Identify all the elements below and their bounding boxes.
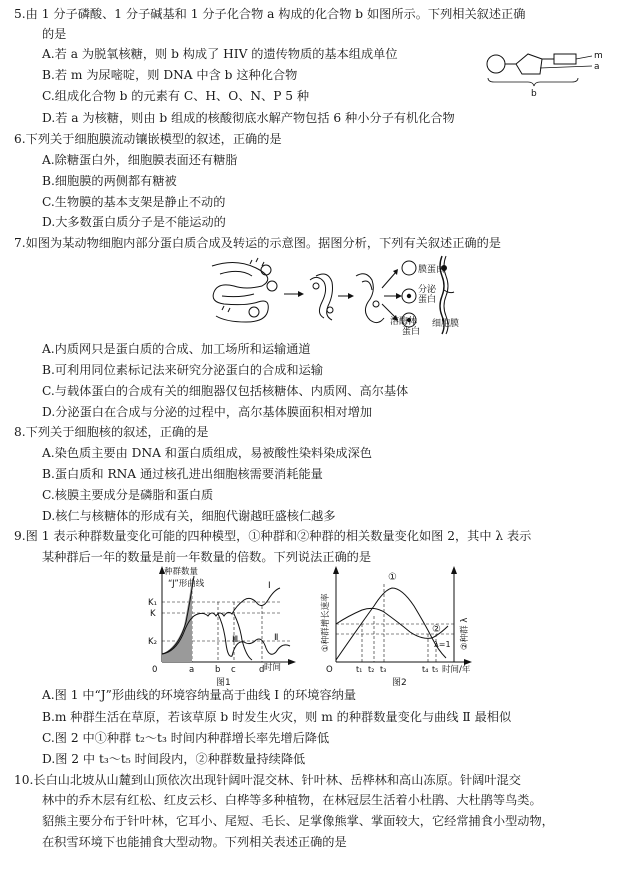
- figure-1: [140, 566, 300, 686]
- fig2-ylabel-right: ②种群 λ: [460, 617, 470, 650]
- q5-option-d: D.若 a 为核糖，则由 b 组成的核酸彻底水解产物包括 6 种小分子有机化合物: [42, 111, 455, 125]
- fig1-curve-ii: [218, 614, 290, 656]
- label-a: a: [594, 62, 600, 72]
- q8-option-d: D.核仁与核糖体的形成有关，细胞代谢越旺盛核仁越多: [42, 509, 336, 523]
- q8-option-b: B.蛋白质和 RNA 通过核孔进出细胞核需要消耗能量: [42, 467, 323, 481]
- q9-stem-line1: 9.图 1 表示种群数量变化可能的四种模型，①种群和②种群的相关数量变化如图 2，其中 λ 表示: [14, 529, 532, 543]
- fig2-tick-t2: t₂: [368, 665, 375, 674]
- q8-option-a: A.染色质主要由 DNA 和蛋白质组成，易被酸性染料染成深色: [42, 446, 372, 460]
- fig1-label-iii: Ⅲ: [232, 635, 239, 645]
- q6-option-b: B.细胞膜的两侧都有糖被: [42, 174, 177, 188]
- q10-line4: 在积雪环境下也能捕食大型动物。下列相关表述正确的是: [42, 835, 347, 849]
- q10-line3: 貂熊主要分布于针叶林，它耳小、尾短、毛长、足掌像熊掌、掌面较大，它经常捕食小型动物，: [42, 814, 554, 828]
- q5-option-b: B.若 m 为尿嘧啶，则 DNA 中含 b 这种化合物: [42, 68, 298, 82]
- q5-option-c: C.组成化合物 b 的元素有 C、H、O、N、P 5 种: [42, 89, 310, 103]
- fig1-label-i: Ⅰ: [268, 581, 271, 591]
- q7-option-d: D.分泌蛋白在合成与分泌的过程中，高尔基体膜面积相对增加: [42, 405, 373, 419]
- q7-option-b: B.可利用同位素标记法来研究分泌蛋白的合成和运输: [42, 363, 323, 377]
- q9-option-d: D.图 2 中 t₃～t₅ 时间段内，②种群数量持续降低: [42, 752, 306, 766]
- q6-option-d: D.大多数蛋白质分子是不能运动的: [42, 215, 226, 229]
- fig2-label-series-1: ①: [388, 572, 397, 583]
- q8-option-c: C.核膜主要成分是磷脂和蛋白质: [42, 488, 214, 502]
- q7-option-a: A.内质网只是蛋白质的合成、加工场所和运输通道: [42, 342, 311, 356]
- fig1-tick-b: b: [215, 665, 221, 675]
- fig2-ylabel-left: ①种群增长速率: [321, 593, 331, 652]
- q9-option-c: C.图 2 中①种群 t₂～t₃ 时间内种群增长率先增后降低: [42, 731, 330, 745]
- protein-transport-figure: [206, 256, 476, 337]
- fig1-caption: 图1: [216, 678, 231, 688]
- label-b: b: [531, 89, 537, 99]
- fig1-j-curve-label: “J”形曲线: [168, 579, 205, 589]
- fig2-label-series-2: ②: [432, 624, 441, 635]
- q6-stem: 6.下列关于细胞膜流动镶嵌模型的叙述，正确的是: [14, 132, 282, 146]
- fig1-tick-c: c: [231, 665, 236, 675]
- label-membrane-protein: 膜蛋白: [418, 265, 446, 275]
- q6-option-a: A.除糖蛋白外，细胞膜表面还有糖脂: [42, 153, 238, 167]
- q7-option-c: C.与载体蛋白的合成有关的细胞器仅包括核糖体、内质网、高尔基体: [42, 384, 409, 398]
- fig1-tick-k1: K₁: [148, 598, 157, 608]
- nucleotide-figure: [486, 42, 606, 99]
- phosphate-circle: [487, 55, 505, 73]
- label-secreted-protein-1: 分泌: [418, 285, 437, 295]
- label-lysosome-protein-2: 蛋白: [402, 327, 421, 337]
- q10-line1: 10.长白山北坡从山麓到山顶依次出现针阔叶混交林、针叶林、岳桦林和高山冻原。针阔叶混交: [14, 773, 521, 787]
- q5-option-a: A.若 a 为脱氧核糖，则 b 构成了 HIV 的遗传物质的基本组成单位: [42, 47, 398, 61]
- label-lysosome-protein-1: 溶酶体: [390, 317, 418, 327]
- label-secreted-protein-2: 蛋白: [418, 295, 437, 305]
- er-drawing: [212, 258, 277, 322]
- sugar-pentagon: [516, 54, 542, 74]
- q9-option-a: A.图 1 中“J”形曲线的环境容纳量高于曲线 Ⅰ 的环境容纳量: [42, 688, 357, 702]
- fig2-origin: O: [326, 665, 333, 675]
- base-rectangle: [554, 54, 576, 64]
- q6-option-c: C.生物膜的基本支架是静止不动的: [42, 195, 226, 209]
- q7-stem: 7.如图为某动物细胞内部分蛋白质合成及转运的示意图。据图分析，下列有关叙述正确的是: [14, 236, 501, 250]
- fig1-xlabel: 时间: [264, 663, 282, 673]
- fig1-tick-k2: K₂: [148, 637, 157, 647]
- label-m: m: [594, 51, 603, 61]
- q5-stem-line1: 5.由 1 分子磷酸、1 分子碱基和 1 分子化合物 a 构成的化合物 b 如图所示。下列相关叙述正确: [14, 7, 526, 21]
- fig1-tick-k: K: [150, 609, 156, 619]
- fig1-shaded-area: [162, 580, 192, 662]
- fig1-tick-a: a: [189, 665, 195, 675]
- figure-2: [318, 566, 488, 686]
- fig2-lambda-label: λ=1: [434, 640, 451, 649]
- brace: [488, 78, 578, 86]
- fig1-label-ii: Ⅱ: [274, 633, 279, 643]
- q10-line2: 林中的乔木层有红松、红皮云杉、白桦等多种植物，在林冠层生活着小杜鹃、大杜鹃等鸟类。: [42, 793, 542, 807]
- fig1-ylabel: 种群数量: [164, 567, 199, 577]
- q9-stem-line2: 某种群后一年的数量是前一年数量的倍数。下列说法正确的是: [42, 550, 372, 564]
- q5-stem-line2: 的是: [42, 27, 67, 41]
- q9-option-b: B.m 种群生活在草原，若该草原 b 时发生火灾，则 m 的种群数量变化与曲线 Ⅱ 最相似: [42, 710, 512, 724]
- q8-stem: 8.下列关于细胞核的叙述，正确的是: [14, 425, 209, 439]
- fig2-tick-t3: t₃: [380, 665, 387, 674]
- golgi-drawing: [310, 274, 333, 320]
- fig2-caption: 图2: [392, 678, 407, 688]
- label-cell-membrane: 细胞膜: [432, 319, 460, 329]
- fig2-tick-t4: t₄: [422, 665, 429, 674]
- fig1-origin: 0: [152, 665, 158, 675]
- fig2-xlabel: 时间/年: [442, 665, 471, 675]
- fig2-tick-t1: t₁: [356, 665, 363, 674]
- fig1-tick-d: d: [259, 665, 265, 675]
- vesicle-membrane-protein: [402, 261, 416, 275]
- fig2-tick-t5: t₅: [432, 665, 439, 674]
